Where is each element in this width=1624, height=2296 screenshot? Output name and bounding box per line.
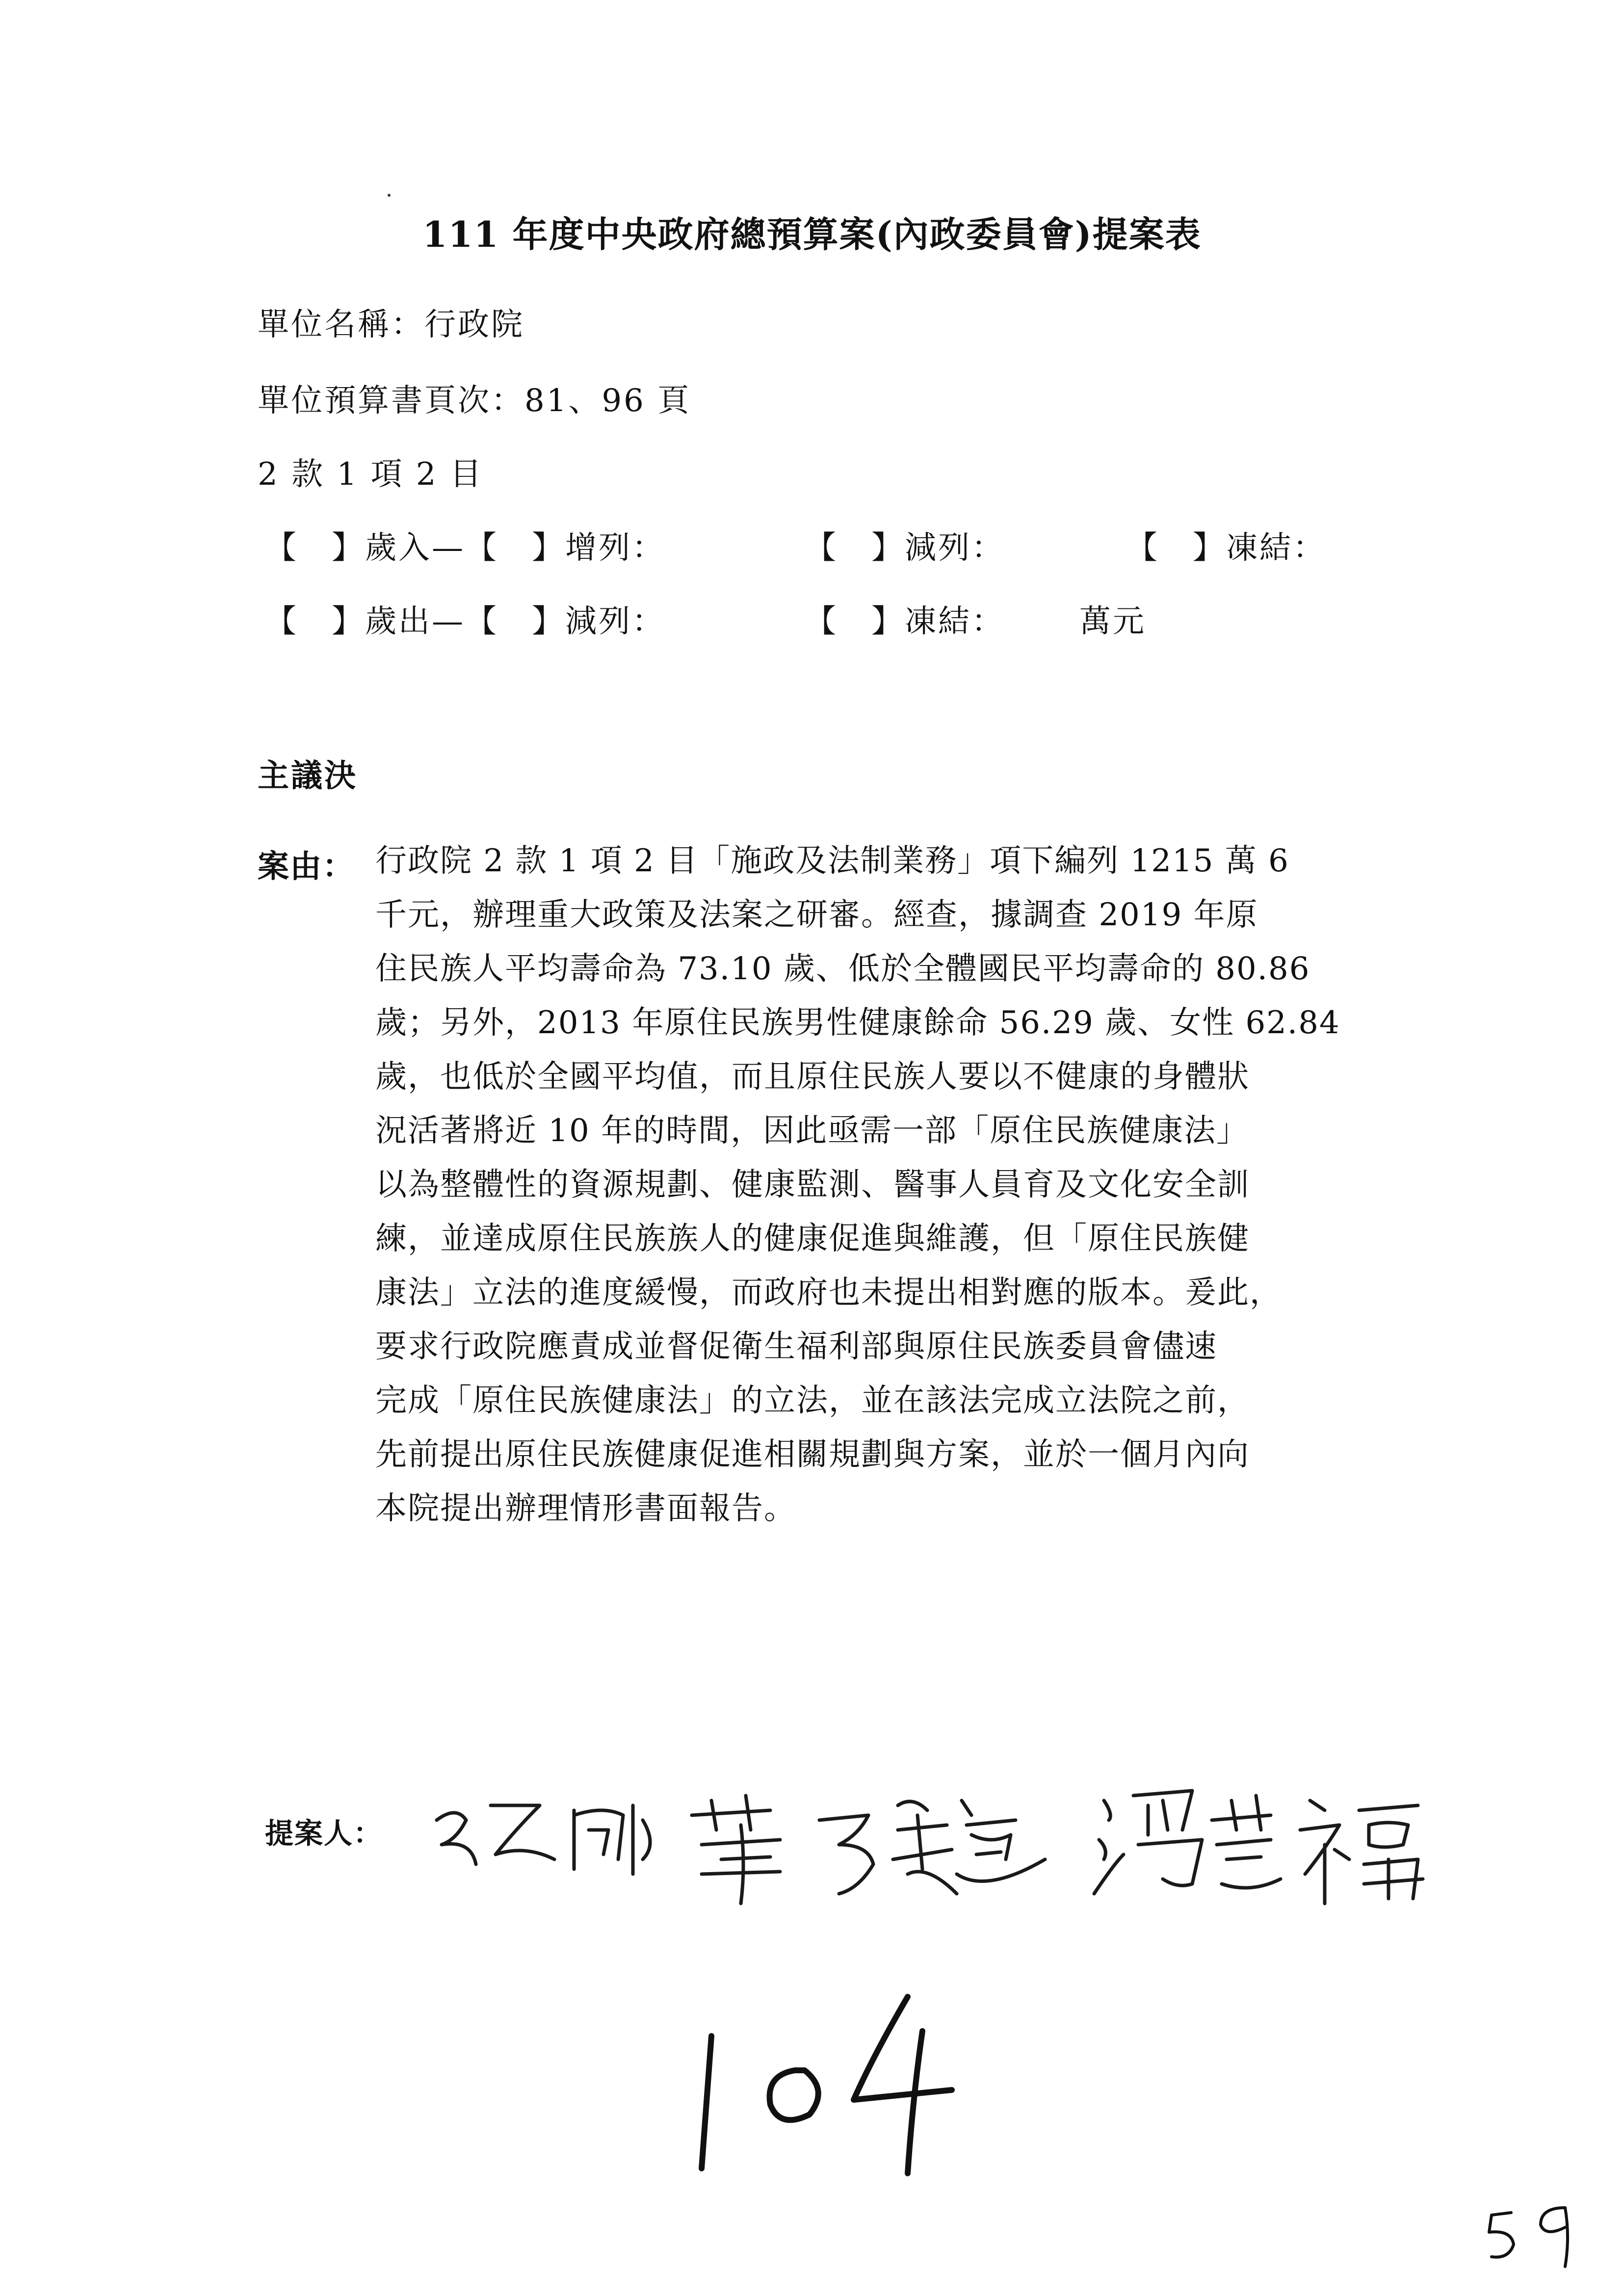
revenue-decrease-field: 【 】減列： <box>805 530 1005 566</box>
amount-unit: 萬元 <box>1079 603 1146 640</box>
handwritten-number-104 <box>677 1977 981 2183</box>
document-title: 111 年度中央政府總預算案(內政委員會)提案表 <box>422 213 1202 255</box>
case-line: 本院提出辦理情形書面報告。 <box>375 1490 796 1527</box>
revenue-increase-field: 【 】歲入—【 】增列： <box>265 530 665 566</box>
case-line: 先前提出原住民族健康促進相關規劃與方案，並於一個月內向 <box>375 1436 1250 1473</box>
case-label: 案由： <box>258 848 355 885</box>
handwritten-page-number <box>1477 2193 1595 2271</box>
handwritten-signatures <box>427 1747 1496 1913</box>
revenue-freeze-field: 【 】凍結： <box>1126 530 1326 566</box>
unit-name-line: 單位名稱：行政院 <box>258 307 524 343</box>
case-line: 歲，也低於全國平均值，而且原住民族人要以不健康的身體狀 <box>375 1059 1250 1095</box>
case-line: 以為整體性的資源規劃、健康監測、醫事人員育及文化安全訓 <box>375 1167 1250 1203</box>
expenditure-freeze-field: 【 】凍結： <box>805 603 1005 640</box>
main-resolution-heading: 主議決 <box>258 757 358 794</box>
case-line: 完成「原住民族健康法」的立法，並在該法完成立法院之前， <box>375 1383 1250 1419</box>
case-line: 練，並達成原住民族族人的健康促進與維護，但「原住民族健 <box>375 1221 1250 1257</box>
item-line: 2 款 1 項 2 目 <box>258 456 483 493</box>
budget-page-line: 單位預算書頁次：81、96 頁 <box>258 383 691 419</box>
case-line: 要求行政院應責成並督促衛生福利部與原住民族委員會儘速 <box>375 1329 1217 1365</box>
case-line: 住民族人平均壽命為 73.10 歲、低於全體國民平均壽命的 80.86 <box>375 951 1310 987</box>
case-line: 康法」立法的進度緩慢，而政府也未提出相對應的版本。爰此， <box>375 1275 1282 1311</box>
case-line: 況活著將近 10 年的時間，因此亟需一部「原住民族健康法」 <box>375 1113 1249 1149</box>
case-line: 千元，辦理重大政策及法案之研審。經查，據調查 2019 年原 <box>375 897 1258 933</box>
case-line: 歲；另外，2013 年原住民族男性健康餘命 56.29 歲、女性 62.84 <box>375 1005 1340 1041</box>
case-line: 行政院 2 款 1 項 2 目「施政及法制業務」項下編列 1215 萬 6 <box>375 843 1289 879</box>
case-body <box>375 841 1396 1543</box>
scan-speck <box>388 194 391 197</box>
expenditure-decrease-field: 【 】歲出—【 】減列： <box>265 603 665 640</box>
proposer-label: 提案人： <box>265 1817 383 1850</box>
